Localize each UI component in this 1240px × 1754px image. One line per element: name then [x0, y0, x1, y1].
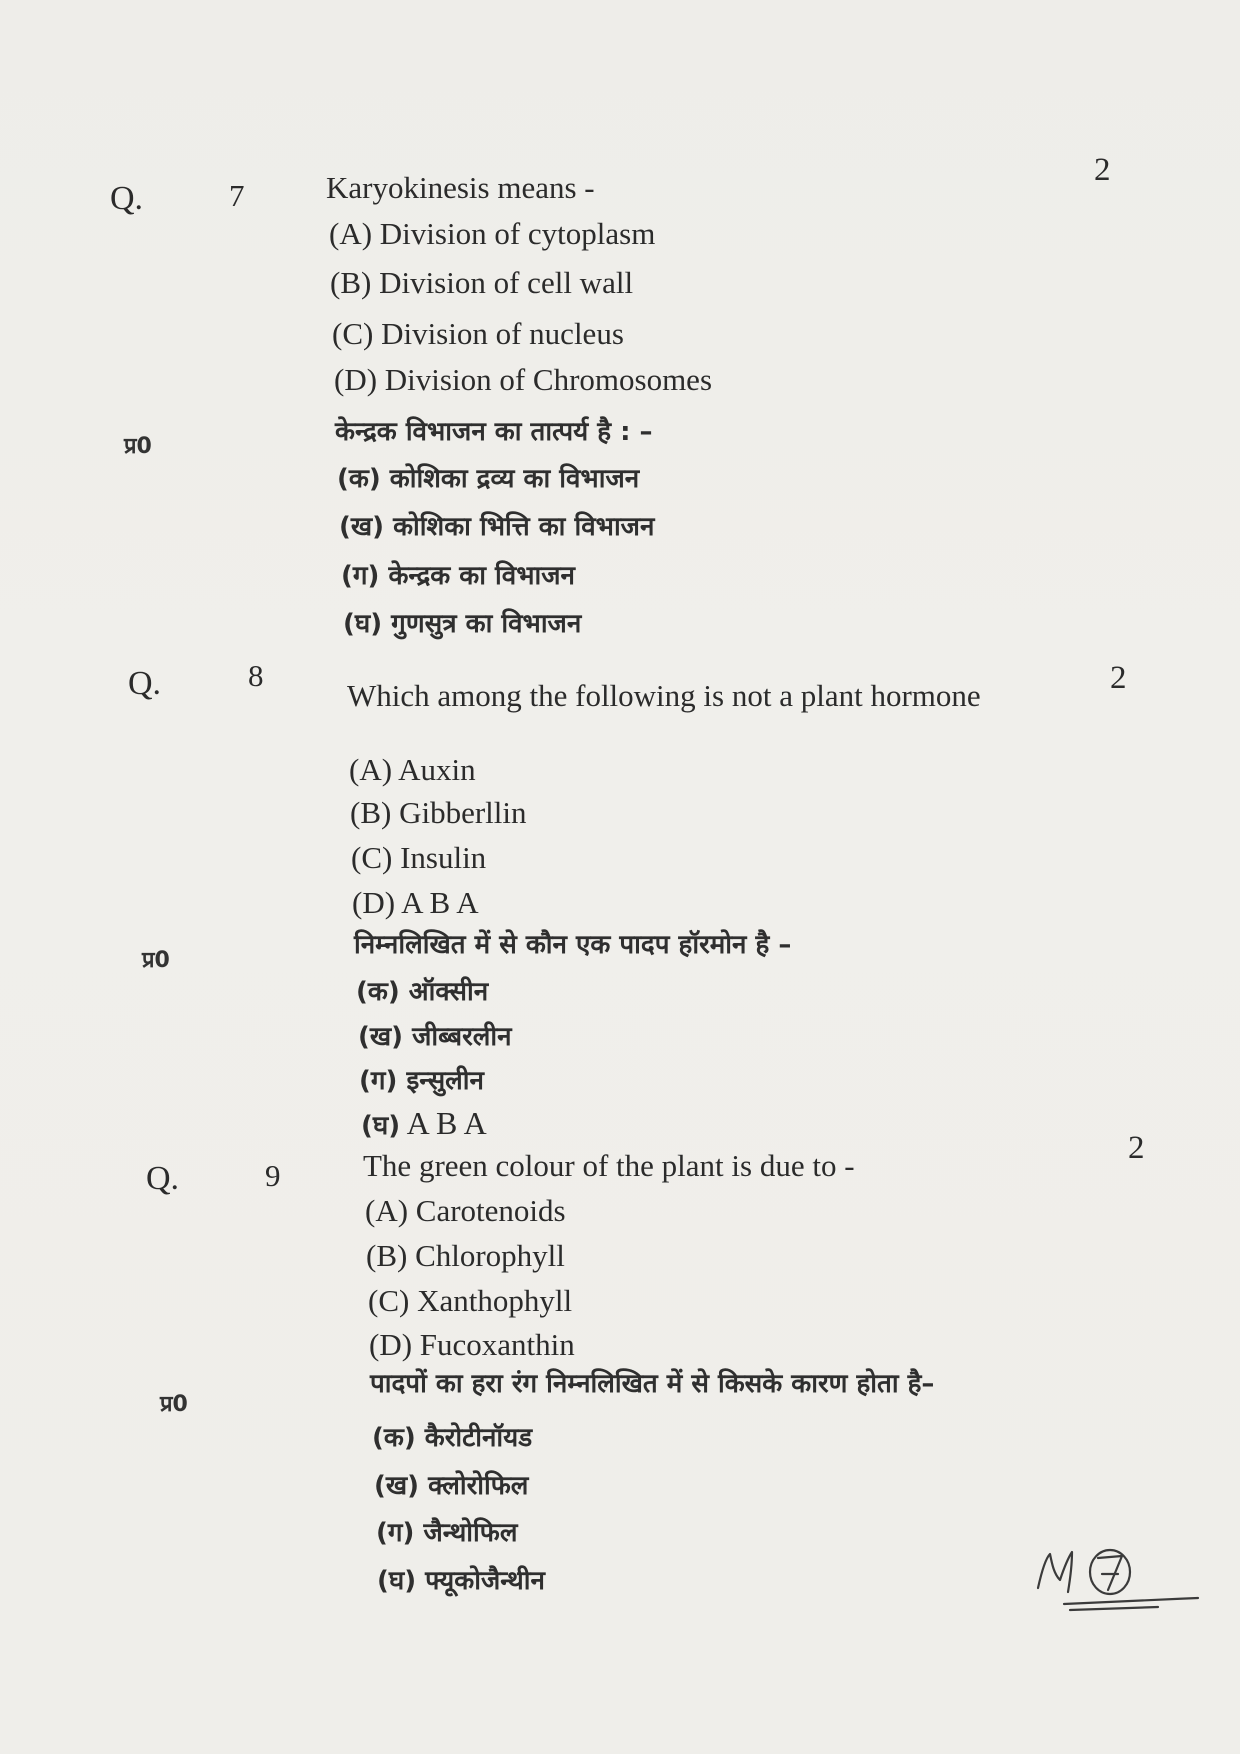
hindi-option-kha: (ख) जीब्बरलीन	[358, 1022, 512, 1052]
question-number: 8	[248, 658, 264, 693]
question-marks: 2	[1128, 1130, 1145, 1166]
option-a: (A) Auxin	[349, 752, 476, 787]
option-a: (A) Carotenoids	[365, 1193, 566, 1228]
hindi-option-prefix: (घ)	[361, 1111, 401, 1141]
hindi-option-kha: (ख) कोशिका भित्ति का विभाजन	[339, 512, 655, 542]
hindi-option-ka: (क) कैरोटीनॉयड	[372, 1423, 533, 1453]
option-c: (C) Xanthophyll	[368, 1283, 573, 1318]
hindi-question-label: प्र0	[142, 948, 170, 973]
question-label: Q.	[128, 665, 162, 702]
hindi-option-ga: (ग) केन्द्रक का विभाजन	[341, 561, 575, 591]
option-b: (B) Gibberllin	[350, 795, 527, 830]
hindi-option-text: A B A	[406, 1105, 487, 1141]
question-label: Q.	[110, 180, 144, 217]
question-marks: 2	[1110, 660, 1127, 696]
question-number: 7	[229, 178, 245, 213]
question-stem-english: The green colour of the plant is due to -	[363, 1148, 855, 1183]
hindi-question-label: प्र0	[160, 1392, 188, 1417]
question-label: Q.	[146, 1160, 180, 1197]
hindi-option-ga: (ग) जैन्थोफिल	[376, 1518, 518, 1548]
hindi-question-label: प्र0	[124, 434, 152, 459]
option-d: (D) Division of Chromosomes	[334, 362, 713, 397]
hindi-option-kha: (ख) क्लोरोफिल	[374, 1471, 529, 1501]
option-a: (A) Division of cytoplasm	[329, 216, 656, 251]
question-stem-english: Karyokinesis means -	[326, 170, 595, 205]
hindi-option-gha	[361, 1105, 487, 1142]
hindi-option-gha: (घ) गुणसुत्र का विभाजन	[343, 609, 582, 639]
handwritten-signature	[1030, 1540, 1210, 1620]
option-c: (C) Division of nucleus	[332, 316, 624, 351]
option-b: (B) Chlorophyll	[366, 1238, 565, 1273]
question-stem-hindi: केन्द्रक विभाजन का तात्पर्य है : –	[335, 417, 653, 447]
question-stem-hindi: पादपों का हरा रंग निम्नलिखित में से किसके कारण होता है–	[370, 1369, 935, 1399]
question-stem-english: Which among the following is not a plant hormone	[347, 678, 981, 713]
hindi-option-gha: (घ) फ्यूकोजैन्थीन	[377, 1566, 545, 1596]
question-stem-hindi: निम्नलिखित में से कौन एक पादप हॉरमोन है –	[354, 930, 792, 960]
hindi-option-ka: (क) कोशिका द्रव्य का विभाजन	[337, 464, 640, 494]
hindi-option-ga: (ग) इन्सुलीन	[359, 1066, 484, 1096]
option-c: (C) Insulin	[351, 840, 487, 875]
option-b: (B) Division of cell wall	[330, 265, 634, 300]
question-number: 9	[265, 1158, 281, 1193]
option-d: (D) Fucoxanthin	[369, 1327, 575, 1362]
option-d: (D) A B A	[352, 885, 479, 920]
hindi-option-ka: (क) ऑक्सीन	[356, 977, 489, 1007]
question-marks: 2	[1094, 152, 1111, 188]
